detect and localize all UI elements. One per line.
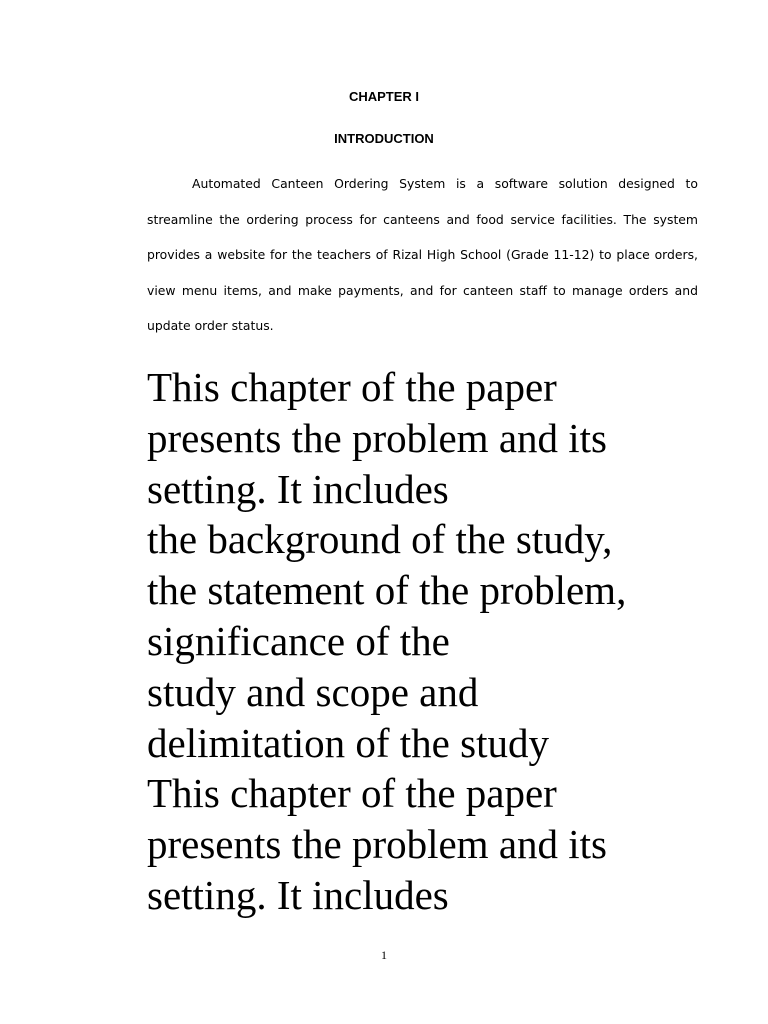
large-text-line: delimitation of the study — [147, 719, 549, 766]
large-text-block — [147, 362, 747, 921]
large-text-line: setting. It includes — [147, 871, 449, 918]
page-number: 1 — [381, 948, 387, 962]
large-text-line: the background of the study, — [147, 516, 613, 563]
large-text-line: setting. It includes — [147, 465, 449, 512]
large-text-line: the statement of the problem, — [147, 567, 627, 614]
chapter-label: CHAPTER I — [348, 89, 420, 104]
chapter-title: INTRODUCTION — [334, 131, 434, 146]
intro-paragraph-text: Automated Canteen Ordering System is a software solution designed to streamline the ordering process for canteens and food service facilities. The system provides a website for the teachers of Rizal High School (Grade 11-12) to place orders, view menu items, and make payments, and for canteen staff to manage orders and update order status. — [147, 176, 698, 334]
large-text-line: presents the problem and its — [147, 821, 608, 868]
large-text-line: This chapter of the paper — [147, 770, 557, 817]
large-text-line: significance of the — [147, 617, 450, 664]
large-text-line: presents the problem and its — [147, 414, 608, 461]
intro-paragraph — [147, 166, 698, 344]
large-text-line: study and scope and — [147, 668, 479, 715]
large-text-line: This chapter of the paper — [147, 364, 557, 410]
